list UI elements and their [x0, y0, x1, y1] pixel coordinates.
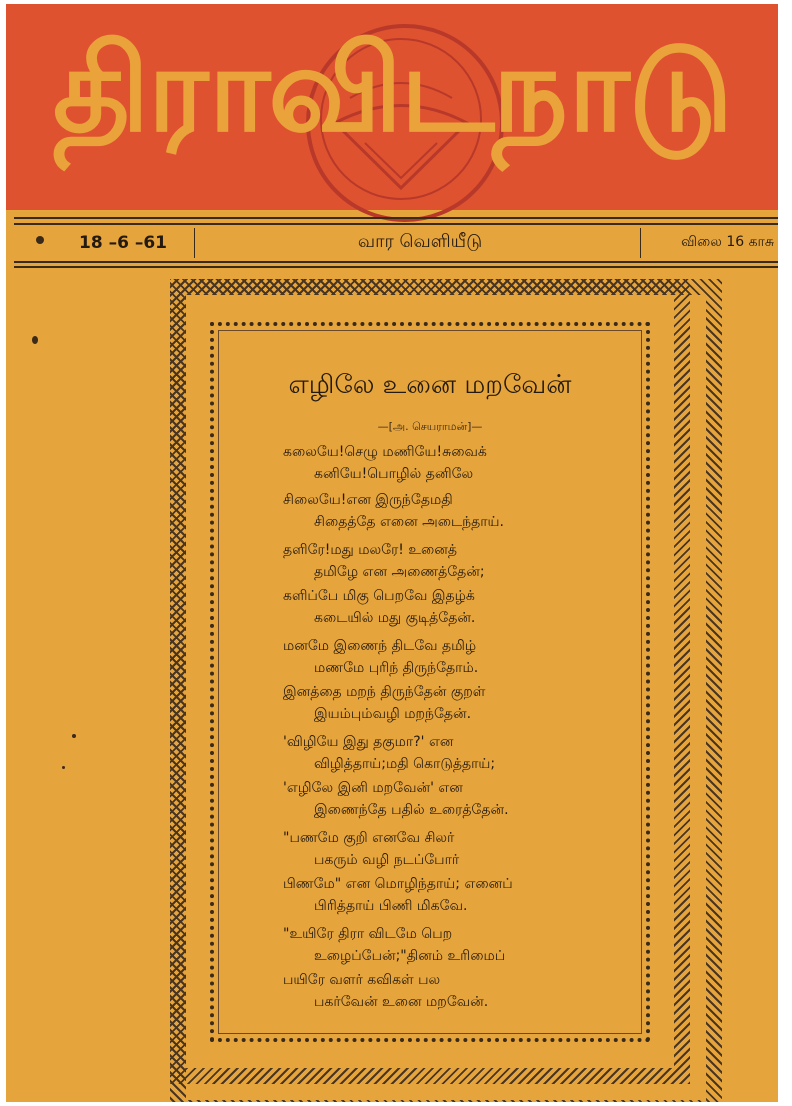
poem-line: சிலையே!என இருந்தேமதி	[283, 492, 453, 508]
poem-line: "பணமே குறி எனவே சிலர்	[283, 830, 455, 846]
poem-line: 'விழியே இது தகுமா?' என	[283, 734, 454, 750]
magazine-page	[6, 4, 778, 1102]
poem-line: பிரித்தாய் பிணி மிகவே.	[314, 898, 468, 914]
issue-frequency: வார வெளியீடு	[357, 231, 483, 252]
poem-line: கனியே!பொழில் தனிலே	[314, 466, 474, 482]
poem-line: "உயிரே திரா விடமே பெற	[283, 926, 453, 942]
poem-line: பகரும் வழி நடப்போர்	[314, 852, 460, 868]
poem-title: எழிலே உனை மறவேன்	[288, 370, 572, 400]
poem-line: இணைந்தே பதில் உரைத்தேன்.	[314, 802, 509, 818]
issue-date: 18 –6 –61	[79, 233, 167, 253]
ink-spot	[62, 766, 65, 769]
bullet-mark	[36, 236, 44, 244]
ink-spot	[32, 336, 38, 344]
poem-line: இயம்பும்வழி மறந்தேன்.	[314, 706, 472, 722]
poem-line: கலையே!செழு மணியே!சுவைக்	[283, 444, 487, 460]
issue-price: விலை 16 காசு	[681, 234, 774, 250]
poem-line: தமிழே என அணைத்தேன்;	[314, 564, 485, 580]
ink-spot	[72, 734, 76, 738]
poem-line: 'எழிலே இனி மறவேன்' என	[283, 780, 463, 796]
poem-line: விழித்தாய்;மதி கொடுத்தாய்;	[314, 756, 496, 772]
issue-info-bar	[14, 225, 778, 261]
poem-line: கடையில் மது குடித்தேன்.	[314, 610, 476, 626]
separator	[194, 228, 195, 258]
poem-line: சிதைத்தே எனை அடைந்தாய்.	[314, 514, 504, 530]
poem-line: தளிரே!மது மலரே! உனைத்	[283, 542, 458, 558]
poem-line: இனத்தை மறந் திருந்தேன் குறள்	[283, 684, 486, 700]
masthead	[6, 4, 778, 210]
masthead-title: திராவிடநாடு	[52, 20, 732, 158]
poem-line: பிணமே" என மொழிந்தாய்; எனைப்	[283, 876, 513, 892]
poem-line: உழைப்பேன்;"தினம் உரிமைப்	[314, 948, 506, 964]
poem-author: —[அ. செயராமன்]—	[377, 420, 483, 433]
divider-rule-top	[14, 217, 778, 219]
poem-line: மணமே புரிந் திருந்தோம்.	[314, 660, 479, 676]
poem-line: பகர்வேன் உனை மறவேன்.	[314, 994, 489, 1010]
poem-line: பயிரே வளர் கவிகள் பல	[283, 972, 441, 988]
divider-rule-bottom-2	[14, 266, 778, 268]
separator	[640, 228, 641, 258]
poem-line: மனமே இணைந் திடவே தமிழ்	[283, 638, 477, 654]
poem-line: களிப்பே மிகு பெறவே இதழ்க்	[283, 588, 475, 604]
divider-rule-bottom	[14, 261, 778, 263]
